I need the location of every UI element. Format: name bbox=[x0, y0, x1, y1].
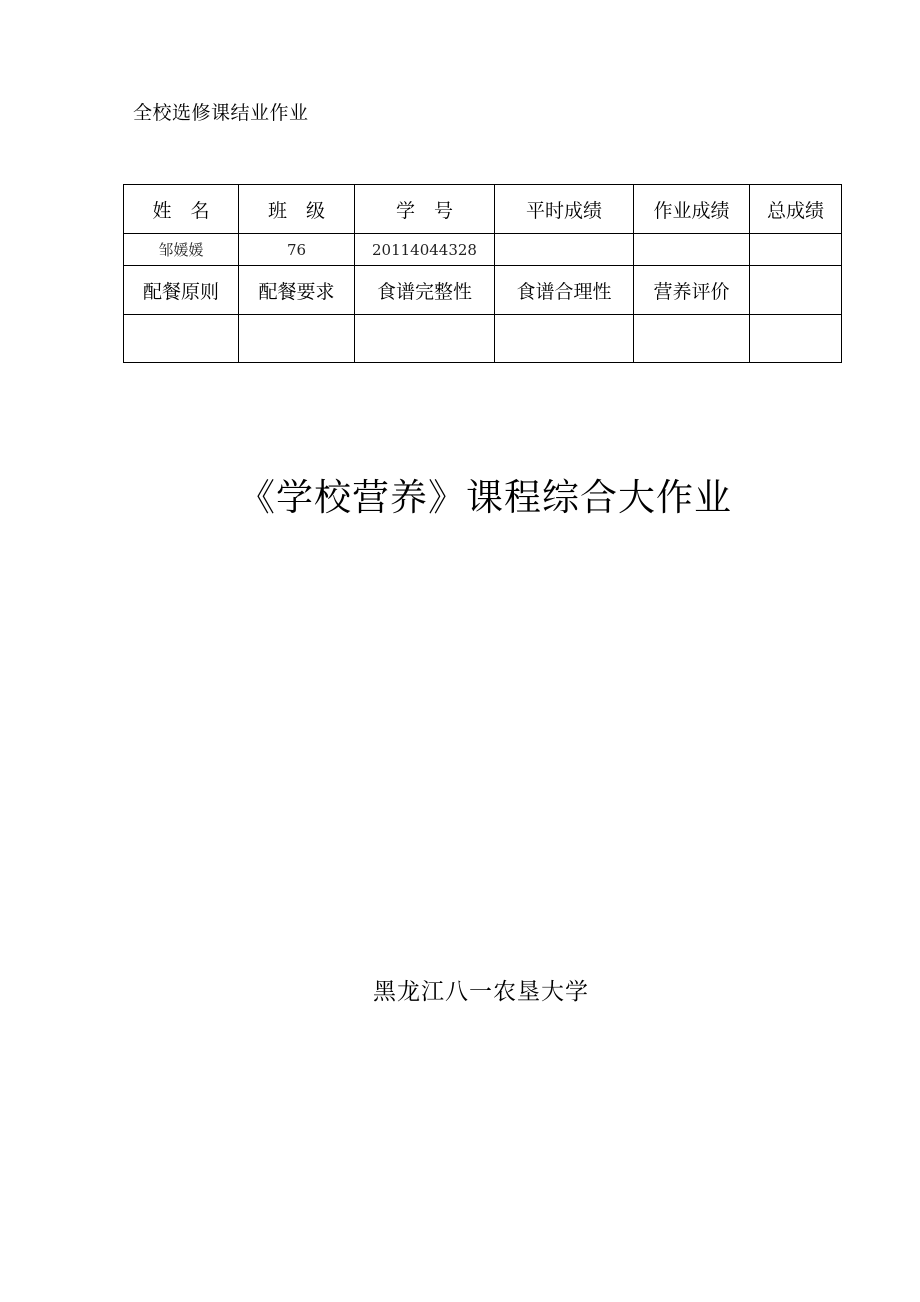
menu-completeness-cell bbox=[355, 315, 495, 363]
evaluation-header-row bbox=[124, 266, 842, 315]
empty-cell bbox=[750, 315, 842, 363]
header-student-id: 学 号 bbox=[355, 185, 495, 234]
header-regular-score: 平时成绩 bbox=[495, 185, 634, 234]
document-title-text: 《学校营养》课程综合大作业 bbox=[238, 476, 732, 519]
header-empty bbox=[750, 266, 842, 315]
header-meal-principle: 配餐原则 bbox=[124, 266, 239, 315]
student-id: 20114044328 bbox=[355, 234, 495, 266]
regular-score-cell bbox=[495, 234, 634, 266]
student-class: 76 bbox=[239, 234, 355, 266]
total-score-cell bbox=[750, 234, 842, 266]
grade-table bbox=[123, 184, 842, 363]
meal-principle-cell bbox=[124, 315, 239, 363]
header-menu-rationality: 食谱合理性 bbox=[495, 266, 634, 315]
header-meal-requirement: 配餐要求 bbox=[239, 266, 355, 315]
document-title bbox=[0, 470, 920, 526]
header-name: 姓 名 bbox=[124, 185, 239, 234]
header-nutrition-evaluation: 营养评价 bbox=[634, 266, 750, 315]
table-row bbox=[124, 315, 842, 363]
header-class: 班 级 bbox=[239, 185, 355, 234]
assignment-score-cell bbox=[634, 234, 750, 266]
header-menu-completeness: 食谱完整性 bbox=[355, 266, 495, 315]
header-total-score: 总成绩 bbox=[750, 185, 842, 234]
nutrition-evaluation-cell bbox=[634, 315, 750, 363]
student-name: 邹媛媛 bbox=[124, 234, 239, 266]
meal-requirement-cell bbox=[239, 315, 355, 363]
course-type-label: 全校选修课结业作业 bbox=[133, 102, 309, 124]
university-name: 黑龙江八一农垦大学 bbox=[373, 979, 589, 1005]
university-block bbox=[0, 974, 920, 1010]
menu-rationality-cell bbox=[495, 315, 634, 363]
table-header-row bbox=[124, 185, 842, 234]
header-assignment-score: 作业成绩 bbox=[634, 185, 750, 234]
table-row bbox=[124, 234, 842, 266]
